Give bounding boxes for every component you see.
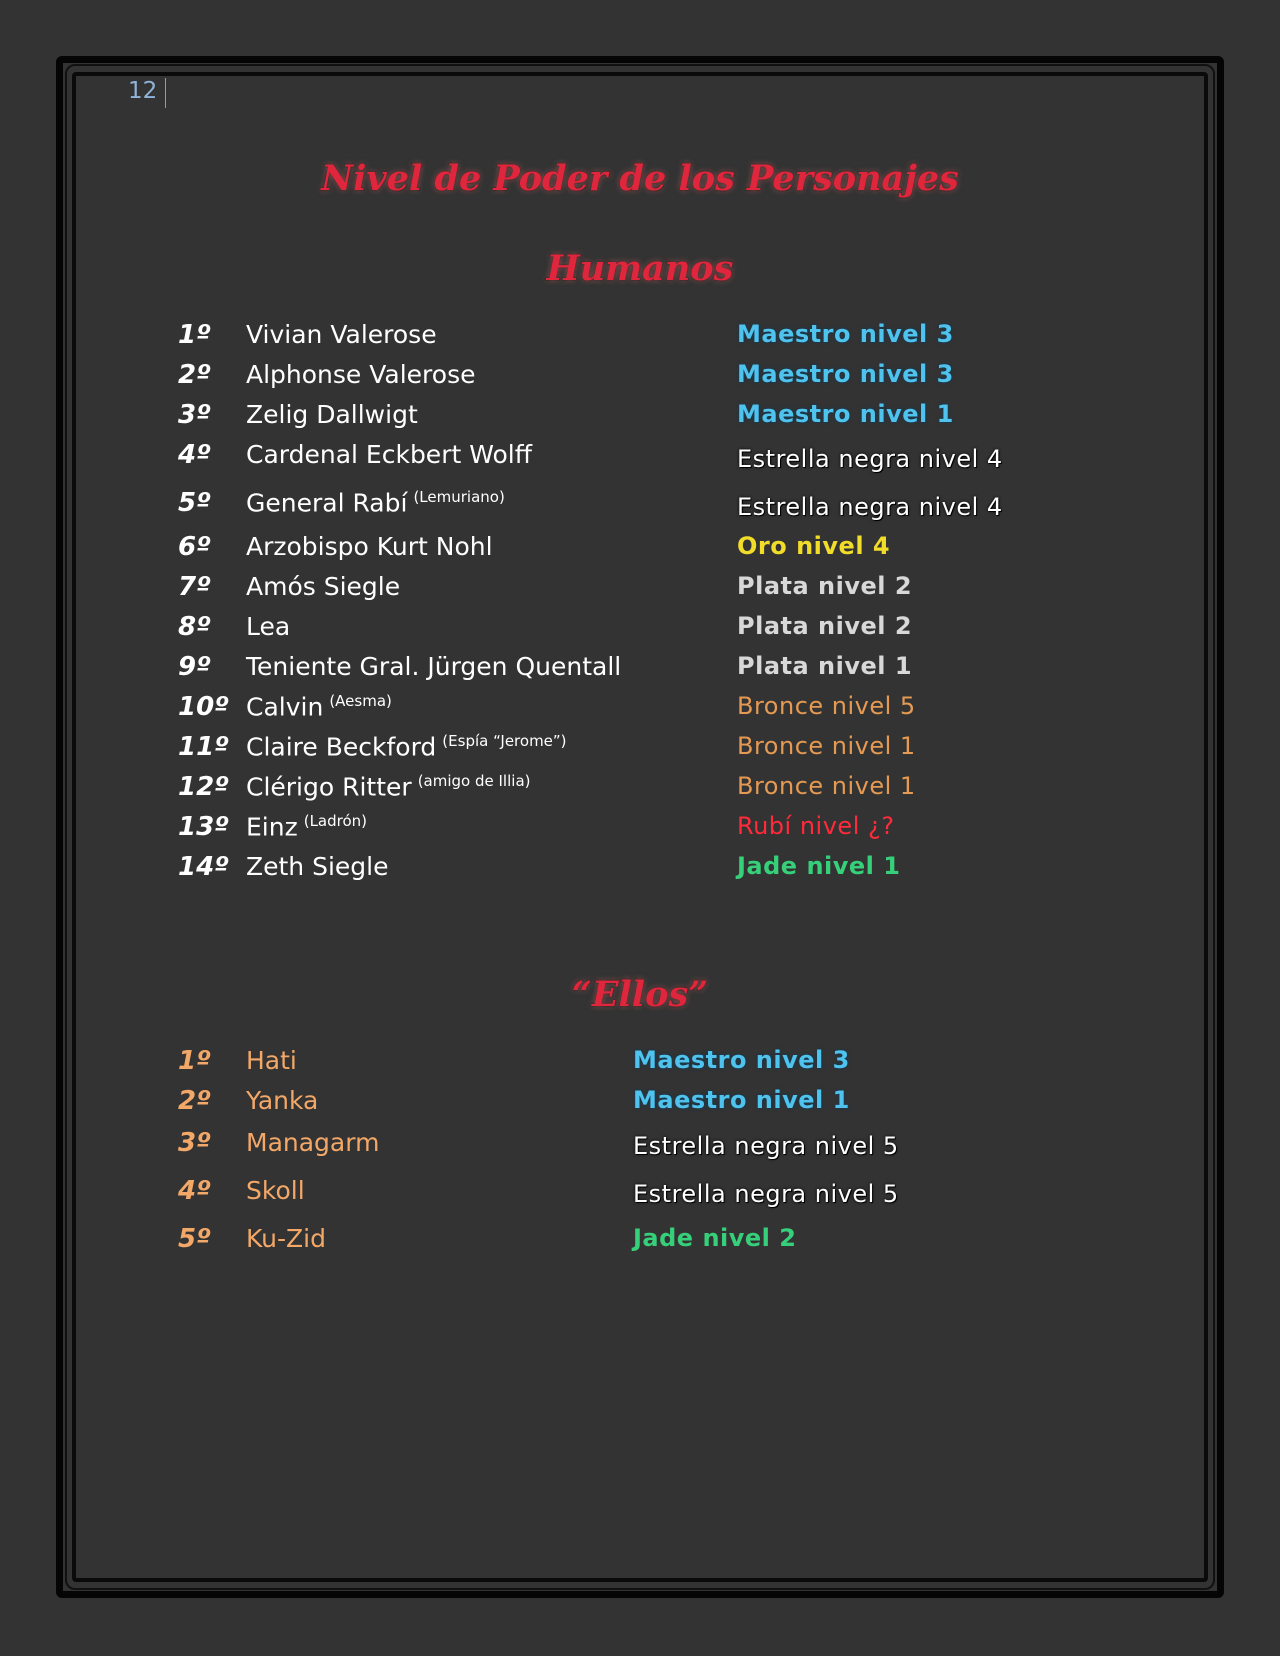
power-level: Rubí nivel ¿? bbox=[737, 812, 895, 840]
rank: 10º bbox=[178, 692, 229, 722]
power-level: Maestro nivel 1 bbox=[633, 1086, 850, 1114]
rank: 2º bbox=[178, 360, 211, 390]
character-name: Vivian Valerose bbox=[246, 320, 437, 349]
power-level: Estrella negra nivel 4 bbox=[737, 493, 1003, 521]
rank: 7º bbox=[178, 572, 211, 602]
power-level: Plata nivel 2 bbox=[737, 572, 913, 600]
rank: 3º bbox=[178, 1128, 211, 1158]
power-level: Estrella negra nivel 5 bbox=[633, 1180, 899, 1208]
character-name: Einz $^{(Ladrón)}$ bbox=[246, 812, 368, 842]
character-name: Claire Beckford $^{(Espía “Jerome”)}$ bbox=[246, 732, 567, 762]
power-level: Plata nivel 2 bbox=[737, 612, 913, 640]
character-note: (amigo de Illia) bbox=[417, 772, 531, 790]
rank: 2º bbox=[178, 1086, 211, 1116]
character-name: Ku-Zid bbox=[246, 1224, 326, 1253]
rank: 1º bbox=[178, 320, 211, 350]
character-name: Alphonse Valerose bbox=[246, 360, 476, 389]
power-level: Estrella negra nivel 5 bbox=[633, 1132, 899, 1160]
character-name: Zelig Dallwigt bbox=[246, 400, 418, 429]
power-level: Jade nivel 1 bbox=[737, 852, 901, 880]
power-level: Estrella negra nivel 4 bbox=[737, 445, 1003, 473]
character-name: Clérigo Ritter $^{(amigo de Illia)}$ bbox=[246, 772, 531, 802]
character-note: (Ladrón) bbox=[303, 812, 368, 830]
power-level: Maestro nivel 3 bbox=[633, 1046, 850, 1074]
rank: 14º bbox=[178, 852, 229, 882]
rank: 5º bbox=[178, 488, 211, 518]
rank: 11º bbox=[178, 732, 229, 762]
character-note: (Lemuriano) bbox=[413, 488, 505, 506]
page-title: Nivel de Poder de los Personajes bbox=[321, 158, 959, 199]
rank: 4º bbox=[178, 440, 211, 470]
rank: 8º bbox=[178, 612, 211, 642]
character-name: Cardenal Eckbert Wolff bbox=[246, 440, 532, 469]
rank: 9º bbox=[178, 652, 211, 682]
rank: 6º bbox=[178, 532, 211, 562]
character-name: Amós Siegle bbox=[246, 572, 401, 601]
rank: 12º bbox=[178, 772, 229, 802]
character-name: Arzobispo Kurt Nohl bbox=[246, 532, 493, 561]
rank: 1º bbox=[178, 1046, 211, 1076]
section-heading-humanos: Humanos bbox=[546, 248, 734, 289]
character-name: Zeth Siegle bbox=[246, 852, 389, 881]
power-level: Bronce nivel 1 bbox=[737, 732, 916, 760]
character-name: Teniente Gral. Jürgen Quentall bbox=[246, 652, 622, 681]
power-level: Maestro nivel 1 bbox=[737, 400, 954, 428]
page-number-divider bbox=[165, 78, 166, 108]
power-level: Plata nivel 1 bbox=[737, 652, 913, 680]
rank: 13º bbox=[178, 812, 229, 842]
power-level: Bronce nivel 5 bbox=[737, 692, 916, 720]
page-number: 12 bbox=[128, 78, 158, 104]
section-heading-ellos: “Ellos” bbox=[571, 974, 709, 1015]
character-name: Calvin $^{(Aesma)}$ bbox=[246, 692, 392, 722]
character-name: Hati bbox=[246, 1046, 297, 1075]
power-level: Bronce nivel 1 bbox=[737, 772, 916, 800]
power-level: Maestro nivel 3 bbox=[737, 320, 954, 348]
character-name: Lea bbox=[246, 612, 291, 641]
power-level: Oro nivel 4 bbox=[737, 532, 891, 560]
character-note: (Aesma) bbox=[329, 692, 392, 710]
rank: 4º bbox=[178, 1176, 211, 1206]
power-level: Jade nivel 2 bbox=[633, 1224, 797, 1252]
power-level: Maestro nivel 3 bbox=[737, 360, 954, 388]
character-name: Yanka bbox=[246, 1086, 319, 1115]
character-note: (Espía “Jerome”) bbox=[442, 732, 567, 750]
character-name: Skoll bbox=[246, 1176, 305, 1205]
character-name: General Rabí $^{(Lemuriano)}$ bbox=[246, 488, 505, 518]
character-name: Managarm bbox=[246, 1128, 380, 1157]
page-border-inner bbox=[72, 72, 1208, 1582]
rank: 3º bbox=[178, 400, 211, 430]
rank: 5º bbox=[178, 1224, 211, 1254]
